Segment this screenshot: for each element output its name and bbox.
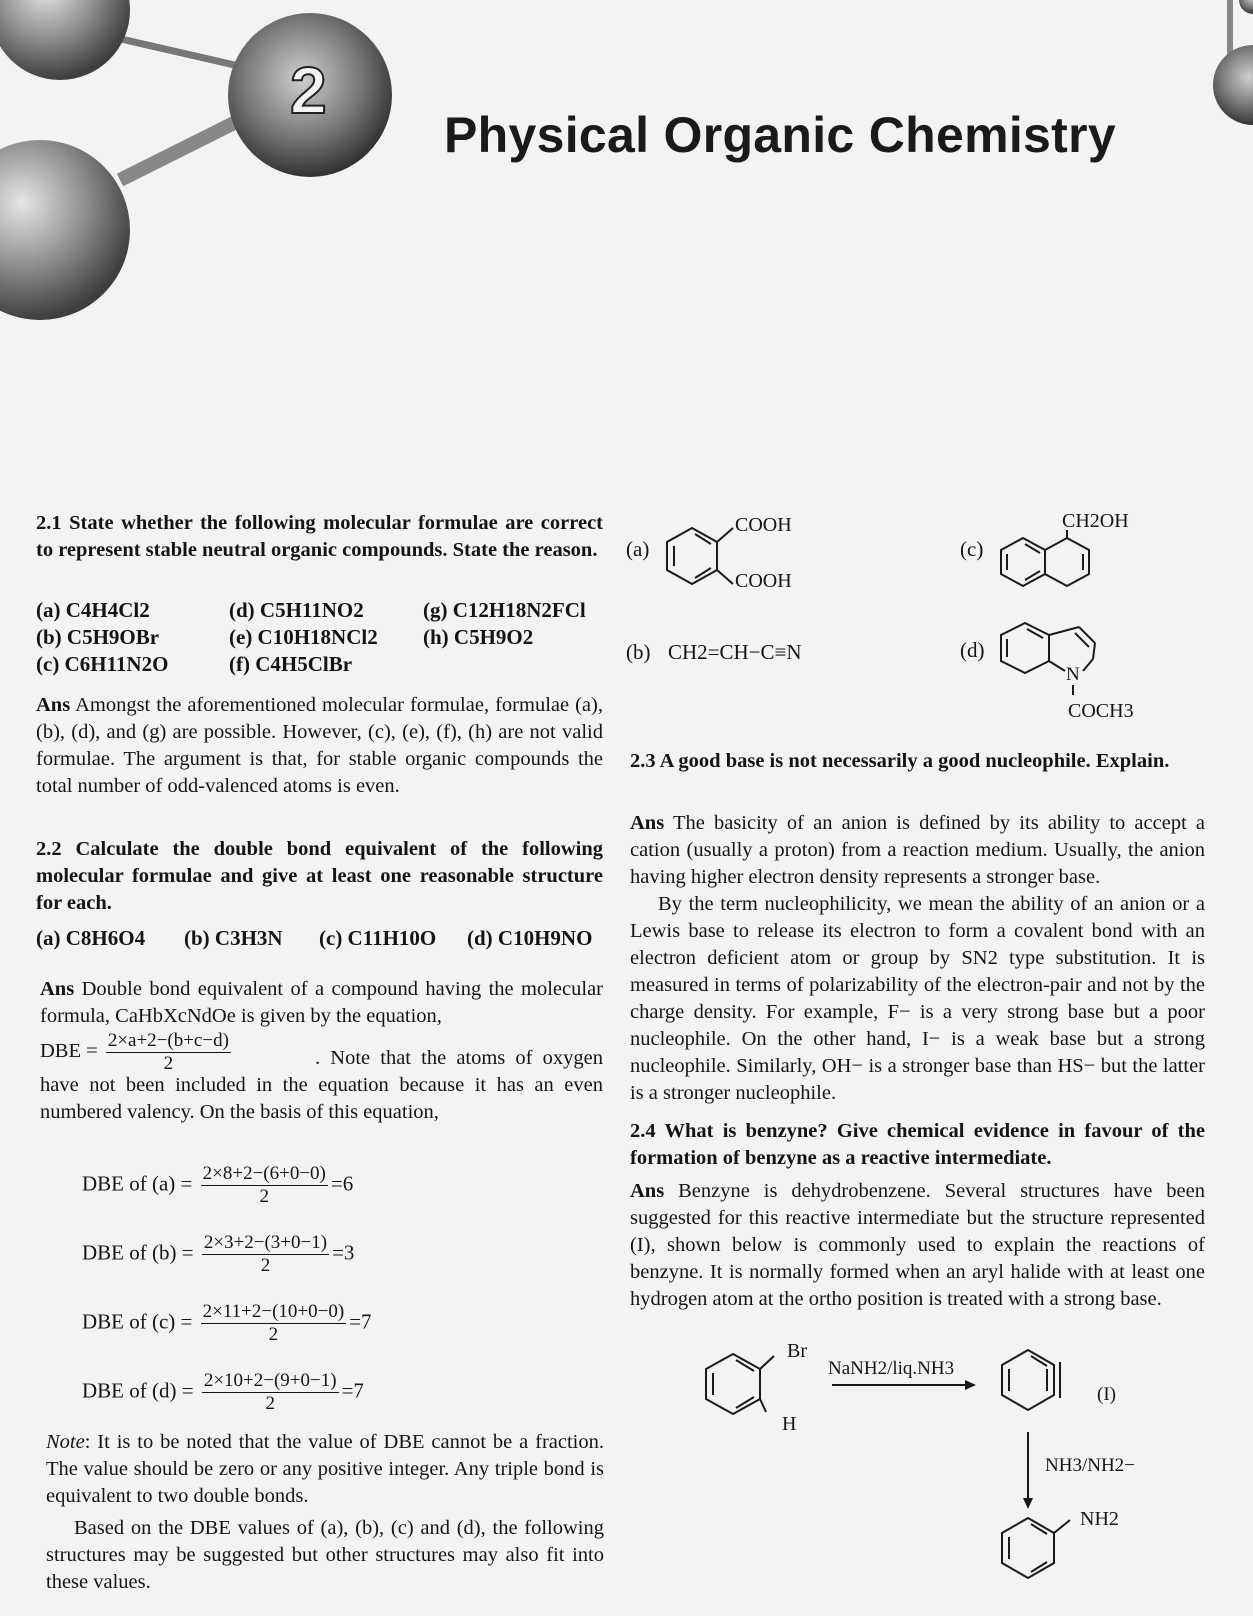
dbe-lhs: DBE = — [40, 1040, 98, 1063]
q24-answer-text: Benzyne is dehydrobenzene. Several structures have been suggested for this reactive intermediate but the structure represented (I), shown below is commonly used to explain the reactions of benzyne. It is normally formed when an aryl halide with at least one hydrogen atom at the ortho position is treated with a strong base. — [630, 1180, 1206, 1310]
scheme-reagent: NaNH2/liq.NH3 — [828, 1358, 955, 1379]
dbe-result: =7 — [341, 1378, 364, 1403]
q21-question: 2.1 State whether the following molecular formulae are correct to represent stable neutral organic compounds. State the reason. — [36, 512, 603, 561]
q22-formula-a: (a) C8H6O4 — [36, 926, 146, 950]
q21-block — [36, 510, 603, 564]
chapter-number: 2 — [290, 53, 327, 127]
dbe-d — [82, 1370, 364, 1415]
formula-a: (a) C4H4Cl2 — [36, 598, 150, 622]
dbe-numerator: 2×11+2−(10+0−0) — [202, 1301, 345, 1322]
indole-structure — [995, 615, 1125, 705]
q23-answer — [630, 810, 1205, 891]
scheme-br: Br — [787, 1340, 807, 1362]
dbe-label: DBE of (a) = — [82, 1171, 193, 1196]
chapter-title: Physical Organic Chemistry — [444, 107, 1116, 163]
dbe-result: =6 — [330, 1171, 354, 1196]
molecule-decoration — [0, 0, 1253, 330]
q22-formula-b: (b) C3H3N — [184, 926, 283, 950]
formula-d: (d) C5H11NO2 — [229, 598, 364, 622]
q22-formula-d: (d) C10H9NO — [467, 926, 593, 950]
ans-label: Ans — [630, 1180, 665, 1202]
q24-question: 2.4 What is benzyne? Give chemical evidence in favour of the formation of benzyne as a reactive intermediate. — [630, 1120, 1205, 1169]
formula-f: (f) C4H5ClBr — [229, 652, 353, 676]
dbe-numerator: 2×a+2−(b+c−d) — [107, 1030, 229, 1051]
struct-a-label: (a) — [626, 537, 650, 561]
dbe-a — [82, 1163, 353, 1208]
dbe-label: DBE of (b) = — [82, 1240, 194, 1265]
q22-note — [46, 1429, 604, 1510]
q22-question: 2.2 Calculate the double bond equivalent of the following molecular formulae and give at least one reasonable structure for each. — [36, 838, 603, 914]
q24-answer — [630, 1178, 1205, 1313]
dbe-denominator: 2 — [268, 1324, 279, 1345]
scheme-product-sub: NH2 — [1080, 1508, 1119, 1530]
dbe-b — [82, 1232, 354, 1277]
struct-d-n: N — [1066, 664, 1080, 685]
q22-closing: Based on the DBE values of (a), (b), (c) and (d), the following structures may be suggested but other structures may also fit into these values. — [46, 1517, 604, 1593]
dbe-fraction — [201, 1163, 328, 1208]
formula-g: (g) C12H18N2FCl — [423, 598, 586, 622]
q22-answer-cont: . Note that the atoms of oxygen have not been included in the equation because it has an even numbered valency. On the basis of this equation, — [40, 1047, 603, 1123]
formula-e: (e) C10H18NCl2 — [229, 625, 378, 649]
dbe-label: DBE of (c) = — [82, 1309, 193, 1334]
dbe-numerator: 2×8+2−(6+0−0) — [202, 1163, 326, 1184]
q22-answer-intro-text: Double bond equivalent of a compound having the molecular formula, CaHbXcNdOe is given by the equation, — [40, 978, 603, 1027]
q21-answer-text: Amongst the aforementioned molecular formulae, formulae (a), (b), (d), and (g) are possible. However, (c), (e), (f), (h) are not valid formulae. The argument is that, for stable organic compounds the total number of odd-valenced atoms is even. — [36, 694, 603, 797]
struct-a-top: COOH — [735, 514, 792, 536]
struct-b-formula: CH2=CH−C≡N — [668, 640, 802, 664]
q21-answer — [36, 692, 603, 800]
benzyne-scheme — [690, 1340, 1250, 1610]
dbe-result: =3 — [332, 1240, 355, 1265]
struct-c-sub: CH2OH — [1062, 510, 1129, 532]
dbe-denominator: 2 — [260, 1255, 271, 1276]
formula-c: (c) C6H11N2O — [36, 652, 169, 676]
struct-d-sub: COCH3 — [1068, 700, 1134, 722]
q23-answer2: By the term nucleophilicity, we mean the ability of an anion or a Lewis base to release its electron to form a covalent bond with an electron deficient atom or group by SN2 type substitution. It is measured in terms of polarizability of the electron-pair and not by the charge density. For example, F− is a very strong base but a poor nucleophile. On the other hand, I− is a weak base but a strong nucleophile. Similarly, OH− is a stronger base than HS− but the latter is a stronger nucleophile. — [630, 893, 1205, 1104]
naphthalene-structure — [995, 530, 1105, 600]
struct-a-bottom: COOH — [735, 570, 792, 592]
note-text: : It is to be noted that the value of DBE cannot be a fraction. The value should be zero or any positive integer. Any triple bond is equivalent to two double bonds. — [46, 1431, 604, 1507]
q22-formula-c: (c) C11H10O — [319, 926, 437, 950]
dbe-denominator: 2 — [163, 1053, 174, 1074]
dbe-label: DBE of (d) = — [82, 1378, 194, 1403]
struct-b-label: (b) — [626, 640, 651, 664]
dbe-numerator: 2×3+2−(3+0−1) — [203, 1232, 328, 1253]
dbe-fraction — [202, 1370, 339, 1415]
dbe-denominator: 2 — [259, 1186, 270, 1207]
note-label: Note — [46, 1431, 85, 1453]
dbe-numerator: 2×10+2−(9+0−1) — [203, 1370, 337, 1391]
dbe-fraction — [202, 1232, 329, 1277]
struct-d-label: (d) — [960, 638, 985, 662]
ans-label: Ans — [36, 694, 71, 716]
ans-label: Ans — [630, 812, 665, 834]
q23-question: 2.3 A good base is not necessarily a good nucleophile. Explain. — [630, 750, 1170, 772]
struct-c-label: (c) — [960, 537, 984, 561]
scheme-h: H — [782, 1413, 797, 1435]
scheme-intermediate-label: (I) — [1097, 1384, 1116, 1405]
dbe-result: =7 — [349, 1309, 372, 1334]
dbe-fraction — [201, 1301, 347, 1346]
ans-label: Ans — [40, 978, 75, 1000]
scheme-reagent2: NH3/NH2− — [1045, 1455, 1135, 1476]
dbe-c — [82, 1301, 372, 1346]
dbe-denominator: 2 — [265, 1393, 275, 1414]
q22-answer-intro — [40, 976, 603, 1030]
q23-answer-text: The basicity of an anion is defined by its ability to accept a cation (usually a proton) from a reaction medium. Usually, the anion having higher electron density represents a stronger base. — [630, 812, 1205, 888]
formula-b: (b) C5H9OBr — [36, 625, 160, 649]
formula-h: (h) C5H9O2 — [423, 625, 534, 649]
